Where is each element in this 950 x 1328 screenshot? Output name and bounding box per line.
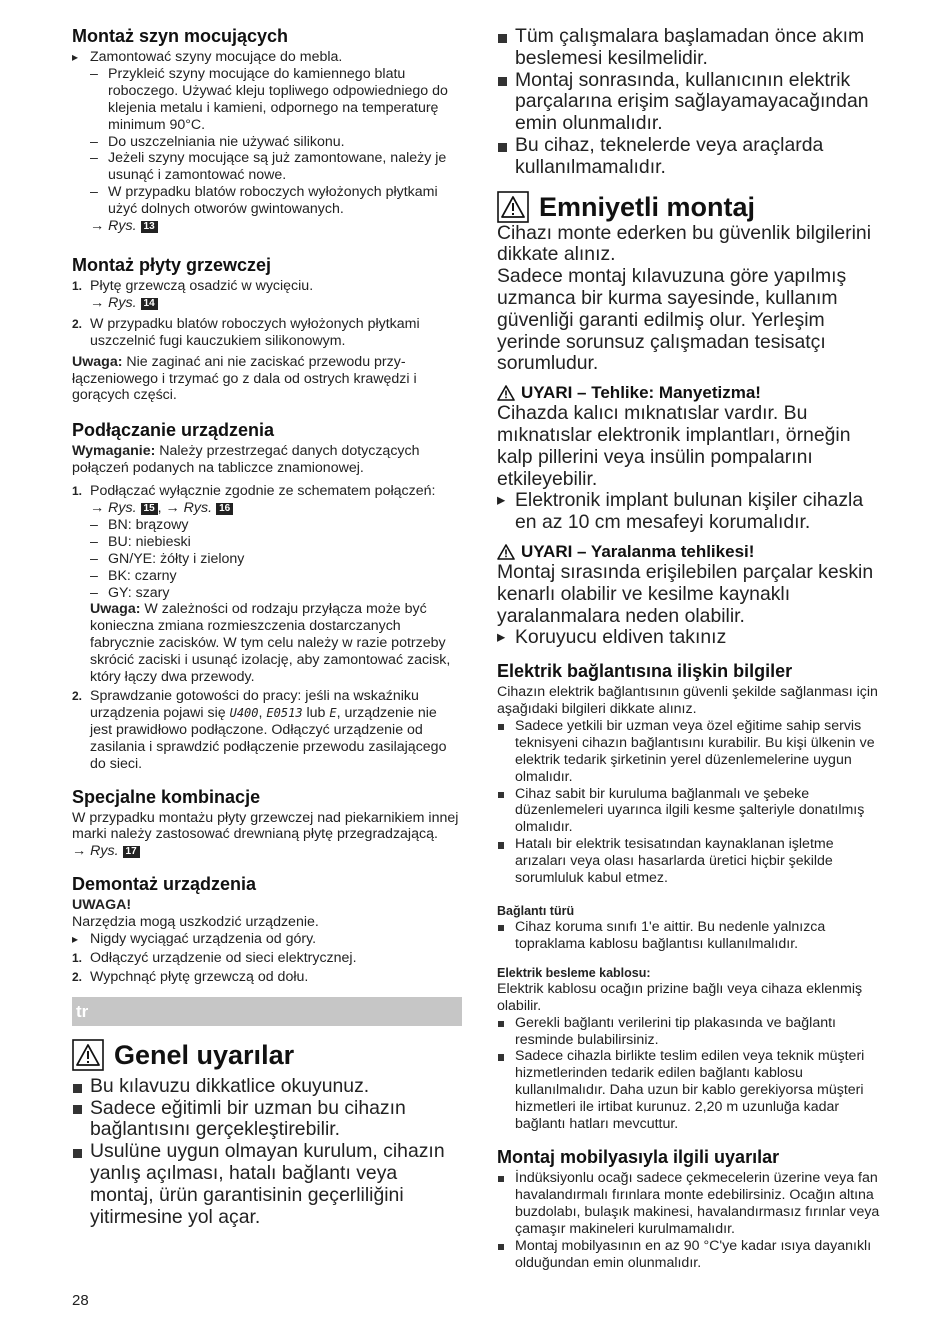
display-code: U400 xyxy=(229,705,259,720)
paragraph: Sadece montaj kılavuzuna göre yapılmış uzmanca bir kurma sayesinde, kullanım güvenliği garanti edilmiş olur. Yerleşim yerinde sorunsuz çalışmadan tesisatçı sorumludur. xyxy=(497,265,847,375)
section-title: Montaż płyty grzewczej xyxy=(72,254,272,275)
paragraph: Cihazda kalıcı mıknatıslar vardır. Bu mıknatıslar elektronik implantları, örneğin kalp pillerini veya insülin pompalarını etkileyebilir. xyxy=(497,402,851,490)
warning-text: Narzędzia mogą uszkodzić urządzenie. xyxy=(72,914,319,931)
item-number: 1. xyxy=(72,484,83,499)
list-item: Sadece yetkili bir uzman veya özel eğitime sahip servis teknisyeni cihazın bağlantısını kurabilir. Bu kişi ülkenin ve elektrik tedarik şirketinin yerel düzenlemelerine uygun olmalıdır. xyxy=(497,718,882,786)
item-number: 2. xyxy=(72,969,83,984)
list-item xyxy=(72,969,462,986)
step-list xyxy=(72,49,462,66)
requirement xyxy=(72,443,462,477)
wire-list xyxy=(90,517,462,602)
step-list xyxy=(497,490,882,534)
separator: , xyxy=(258,704,263,721)
numbered-list xyxy=(72,483,462,772)
bullet-list xyxy=(497,718,882,887)
list-item: Bu kılavuzu dikkatlice okuyunuz. xyxy=(72,1076,462,1098)
warning-triangle-icon xyxy=(72,1039,104,1071)
item-number: 2. xyxy=(72,316,83,331)
item-text: Płytę grzewczą osadzić w wycięciu. xyxy=(90,277,314,294)
wire-item: – GY: szary xyxy=(90,585,462,602)
bullet-list xyxy=(497,26,882,179)
figure-ref-text: → Rys. xyxy=(90,500,137,517)
section-title: Specjalne kombinacje xyxy=(72,786,261,807)
step-item: ▸ Koruyucu eldiven takınız xyxy=(497,627,882,649)
list-item: İndüksiyonlu ocağı sadece çekmecelerin üzerine veya fan havalandırmalı fırınlara monte edebilirsiniz. Ocağın altına buzdolabı, bulaşık makinesi, havalandırmasız fırınlar veya çamaşır makineleri kurulmamalıdır. xyxy=(497,1170,882,1238)
item-text: , urządzenie nie jest prawidłowo podłączone. Odłączyć urządzenie od zasilania i sprawdzić podłączenie przewodu zasilającego do sieci. xyxy=(90,704,447,772)
list-item: – W przypadku blatów roboczych wyłożonych płytkami użyć dolnych otworów gwintowanych. xyxy=(90,184,462,218)
list-item: Gerekli bağlantı verilerini tip plakasında ve bağlantı resminde bulabilirsiniz. xyxy=(497,1015,882,1049)
right-column xyxy=(497,26,882,1271)
display-code: E xyxy=(329,705,337,720)
figure-ref xyxy=(72,843,462,860)
list-item: Sadece eğitimli bir uzman bu cihazın bağlantısını gerçekleştirebilir. xyxy=(72,1098,462,1142)
dash-list xyxy=(72,66,462,218)
step-item: ▸ Elektronik implant bulunan kişiler cihazla en az 10 cm mesafeyi korumalıdır. xyxy=(497,490,882,534)
display-code: E0513 xyxy=(266,705,303,720)
figure-number: 15 xyxy=(141,503,158,515)
requirement-text: Należy przestrzegać danych dotyczących połączeń podanych na tabliczce znamionowej. xyxy=(72,443,420,477)
left-column xyxy=(72,26,462,1228)
step-item: ▸ Zamontować szyny mocujące do mebla. xyxy=(72,49,462,66)
numbered-list xyxy=(72,950,462,986)
step-list xyxy=(497,627,882,649)
warning-heading xyxy=(497,542,882,562)
note xyxy=(90,601,462,686)
bullet-list xyxy=(497,1170,882,1271)
heading-genel xyxy=(72,1039,462,1071)
list-item xyxy=(72,316,462,350)
heading-text: Genel uyarılar xyxy=(114,1039,295,1070)
language-bar: tr xyxy=(72,997,462,1026)
step-list xyxy=(72,931,462,948)
paragraph: Montaj sırasında erişilebilen parçalar keskin kenarlı olabilir ve kesilme kaynaklı yaralanmalara neden olabilir. xyxy=(497,560,874,627)
section-title: Montaj mobilyasıyla ilgili uyarılar xyxy=(497,1146,780,1167)
figure-number: 16 xyxy=(216,503,233,515)
bullet-list xyxy=(497,919,882,953)
list-item: Hatalı bir elektrik tesisatından kaynaklanan işletme arızaları veya olası hasarlarda üretici hiçbir şekilde sorumluluk kabul etmez. xyxy=(497,836,882,887)
numbered-list xyxy=(72,278,462,350)
item-text: Wypchnąć płytę grzewczą od dołu. xyxy=(90,968,309,985)
list-item xyxy=(72,278,462,312)
figure-ref xyxy=(72,218,462,235)
list-item: Montaj mobilyasının en az 90 °C'ye kadar ısıya dayanıklı olduğundan emin olunmalıdır. xyxy=(497,1238,882,1272)
list-item: – Jeżeli szyny mocujące są już zamontowane, należy je usunąć i zamontować nowe. xyxy=(90,150,462,184)
paragraph: Elektrik kablosu ocağın prizine bağlı veya cihaza eklenmiş olabilir. xyxy=(497,980,863,1014)
figure-ref-text: → Rys. xyxy=(72,843,119,860)
warning-label: UWAGA! xyxy=(72,897,132,914)
figure-ref-text: → Rys. xyxy=(165,500,213,517)
item-text: Sprawdzanie gotowości do pracy: jeśli na wskaźniku urządzenia pojawi się xyxy=(90,688,419,721)
section-title: Elektrik bağlantısına ilişkin bilgiler xyxy=(497,661,793,682)
list-item: Cihaz sabit bir kuruluma bağlanmalı ve şebeke düzenlemeleri uyarınca ilgili kesme şalteriyle donatılmış olmalıdır. xyxy=(497,786,882,837)
wire-item: – BU: niebieski xyxy=(90,534,462,551)
subsection-title: Elektrik besleme kablosu: xyxy=(497,965,651,980)
bullet-list xyxy=(72,1076,462,1229)
figure-number: 14 xyxy=(141,298,158,310)
item-number: 1. xyxy=(72,950,83,965)
list-item: – Przykleić szyny mocujące do kamiennego blatu roboczego. Używać kleju topliwego odpowiedniego do klejenia metalu i kamieni, odpornego na temperaturę minimum 90°C. xyxy=(90,66,462,134)
paragraph: W przypadku montażu płyty grzewczej nad piekarnikiem innej marki należy zastosować drewnianą płytę przegradzającą. xyxy=(72,809,459,843)
item-text: Odłączyć urządzenie od sieci elektrycznej. xyxy=(90,949,357,966)
warning-triangle-icon xyxy=(497,544,515,560)
heading-emniyetli xyxy=(497,191,882,223)
heading-text: Emniyetli montaj xyxy=(539,191,756,222)
item-text: Podłączać wyłącznie zgodnie ze schematem połączeń: xyxy=(90,483,436,500)
list-item: Tüm çalışmalara başlamadan önce akım beslemesi kesilmelidir. xyxy=(497,26,882,70)
list-item xyxy=(72,950,462,967)
list-item: Usulüne uygun olmayan kurulum, cihazın yanlış açılması, hatalı bağlantı veya montaj, ürün garantisinin geçerliliğini yitirmesine yol açar. xyxy=(72,1141,462,1228)
list-item: – Do uszczelniania nie używać silikonu. xyxy=(90,134,462,151)
list-item: Bu cihaz, teknelerde veya araçlarda kullanılmamalıdır. xyxy=(497,135,882,179)
warning-triangle-icon xyxy=(497,191,529,223)
wire-item: – BN: brązowy xyxy=(90,517,462,534)
paragraph: Cihazı monte ederken bu güvenlik bilgilerini dikkate alınız. xyxy=(497,221,872,266)
figure-ref-text: → Rys. xyxy=(90,294,137,311)
subsection-title: Bağlantı türü xyxy=(497,904,575,918)
note xyxy=(72,354,462,405)
conjunction: lub xyxy=(306,704,326,721)
requirement-label: Wymaganie: xyxy=(72,443,156,460)
list-item xyxy=(72,483,462,686)
section-title: Podłączanie urządzenia xyxy=(72,420,275,441)
paragraph: Cihazın elektrik bağlantısının güvenli şekilde sağlanması için aşağıdaki bilgileri dikkate alınız. xyxy=(497,684,878,718)
step-item: ▸ Nigdy wyciągać urządzenia od góry. xyxy=(72,931,462,948)
item-text: W przypadku blatów roboczych wyłożonych płytkami uszczelnić fugi kauczukiem silikonowym. xyxy=(90,315,420,349)
note-label: Uwaga: xyxy=(72,353,123,370)
warning-title: UYARI – Yaralanma tehlikesi! xyxy=(521,541,755,561)
list-item xyxy=(72,688,462,773)
figure-number: 13 xyxy=(141,221,158,233)
warning-heading xyxy=(497,383,882,403)
separator: , xyxy=(157,500,162,517)
note-text: Nie zaginać ani nie zaciskać przewodu przyłączeniowego i trzymać go z dala od ostrych krawędzi i gorących części. xyxy=(72,353,417,404)
figure-ref-text: → Rys. xyxy=(90,218,137,235)
list-item: Cihaz koruma sınıfı 1'e aittir. Bu nedenle yalnızca topraklama kablosu bağlantısı kullanılmalıdır. xyxy=(497,919,882,953)
warning-title: UYARI – Tehlike: Manyetizma! xyxy=(521,383,761,403)
wire-item: – GN/YE: żółty i zielony xyxy=(90,551,462,568)
wire-item: – BK: czarny xyxy=(90,568,462,585)
note-label: Uwaga: xyxy=(90,601,141,618)
note-text: W zależności od rodzaju przyłącza może być konieczna zmiana rozmieszczenia dostarczanych fabrycznie zacisków. W tym celu należy w razie potrzeby skrócić zaciski i usunąć izolację, aby zamontować zacisk, który łączy dwa przewody. xyxy=(90,601,451,686)
section-title: Montaż szyn mocujących xyxy=(72,26,289,46)
bullet-list xyxy=(497,1015,882,1133)
list-item: Montaj sonrasında, kullanıcının elektrik parçalarına erişim sağlayamayacağından emin olunmalıdır. xyxy=(497,70,882,135)
figure-number: 17 xyxy=(123,846,140,858)
list-item: Sadece cihazla birlikte teslim edilen veya teknik müşteri hizmetlerinden tedarik edilen bağlantı kablosu kullanılmalıdır. Daha uzun bir kablo gerekiyorsa müşteri hizmetleri ile irtibat kurunuz. 2,20 m uzunluğa kadar bağlantı hatları mevcuttur. xyxy=(497,1048,882,1133)
warning-triangle-icon xyxy=(497,385,515,401)
page-number: 28 xyxy=(72,1292,89,1309)
item-number: 2. xyxy=(72,689,83,703)
section-title: Demontaż urządzenia xyxy=(72,874,257,895)
item-number: 1. xyxy=(72,278,83,293)
